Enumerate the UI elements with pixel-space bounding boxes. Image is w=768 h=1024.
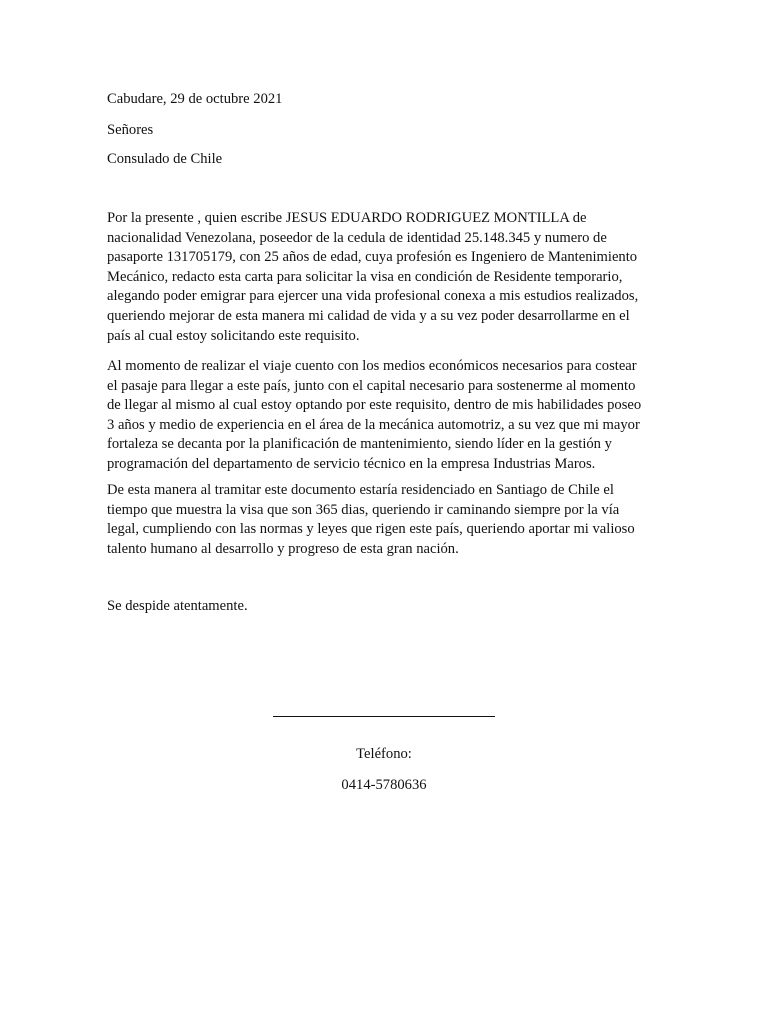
date-line: Cabudare, 29 de octubre 2021 (107, 91, 283, 107)
paragraph-line: talento humano al desarrollo y progreso de esta gran nación. (107, 540, 459, 557)
paragraph-line: alegando poder emigrar para ejercer una vida profesional conexa a mis estudios realizados, (107, 288, 639, 305)
body-paragraph-2 (107, 357, 663, 475)
paragraph-line: fortaleza se decanta por la planificación de mantenimiento, siendo líder en la gestión y (107, 436, 612, 453)
paragraph-line: Mecánico, redacto esta carta para solicitar la visa en condición de Residente temporario, (107, 268, 623, 285)
phone-label: Teléfono: (356, 746, 412, 762)
paragraph-line: programación del departamento de servicio técnico en la empresa Industrias Maros. (107, 455, 596, 472)
paragraph-line: tiempo que muestra la visa que son 365 dias, queriendo ir caminando siempre por la vía (107, 501, 620, 518)
paragraph-line: queriendo mejorar de esta manera mi calidad de vida y a su vez poder desarrollarme en el (107, 307, 630, 324)
paragraph-line: el pasaje para llegar a este país, junto con el capital necesario para sostenerme al momento (107, 377, 636, 394)
closing-line: Se despide atentamente. (107, 598, 248, 614)
paragraph-line: legal, cumpliendo con las normas y leyes que rigen este país, queriendo aportar mi valioso (107, 521, 635, 538)
paragraph-line: De esta manera al tramitar este documento estaría residenciado en Santiago de Chile el (107, 482, 614, 498)
paragraph-line: pasaporte 131705179, con 25 años de edad, cuya profesión es Ingeniero de Mantenimiento (107, 249, 638, 266)
paragraph-line: 3 años y medio de experiencia en el área de la mecánica automotriz, a su vez que mi mayor (107, 416, 640, 433)
body-paragraph-3 (107, 481, 663, 559)
salutation-senores: Señores (107, 122, 154, 138)
signature-line (273, 716, 495, 717)
body-paragraph-1 (107, 209, 663, 346)
paragraph-line: Por la presente , quien escribe JESUS EDUARDO RODRIGUEZ MONTILLA de (107, 210, 587, 226)
paragraph-line: Al momento de realizar el viaje cuento con los medios económicos necesarios para costear (107, 358, 637, 374)
salutation-consulado: Consulado de Chile (107, 151, 223, 167)
paragraph-line: de llegar al mismo al cual estoy optando por este requisito, dentro de mis habilidades poseo (107, 397, 642, 414)
paragraph-line: nacionalidad Venezolana, poseedor de la cedula de identidad 25.148.345 y numero de (107, 229, 607, 246)
paragraph-line: país al cual estoy solicitando este requisito. (107, 327, 360, 344)
phone-number: 0414-5780636 (341, 777, 427, 793)
